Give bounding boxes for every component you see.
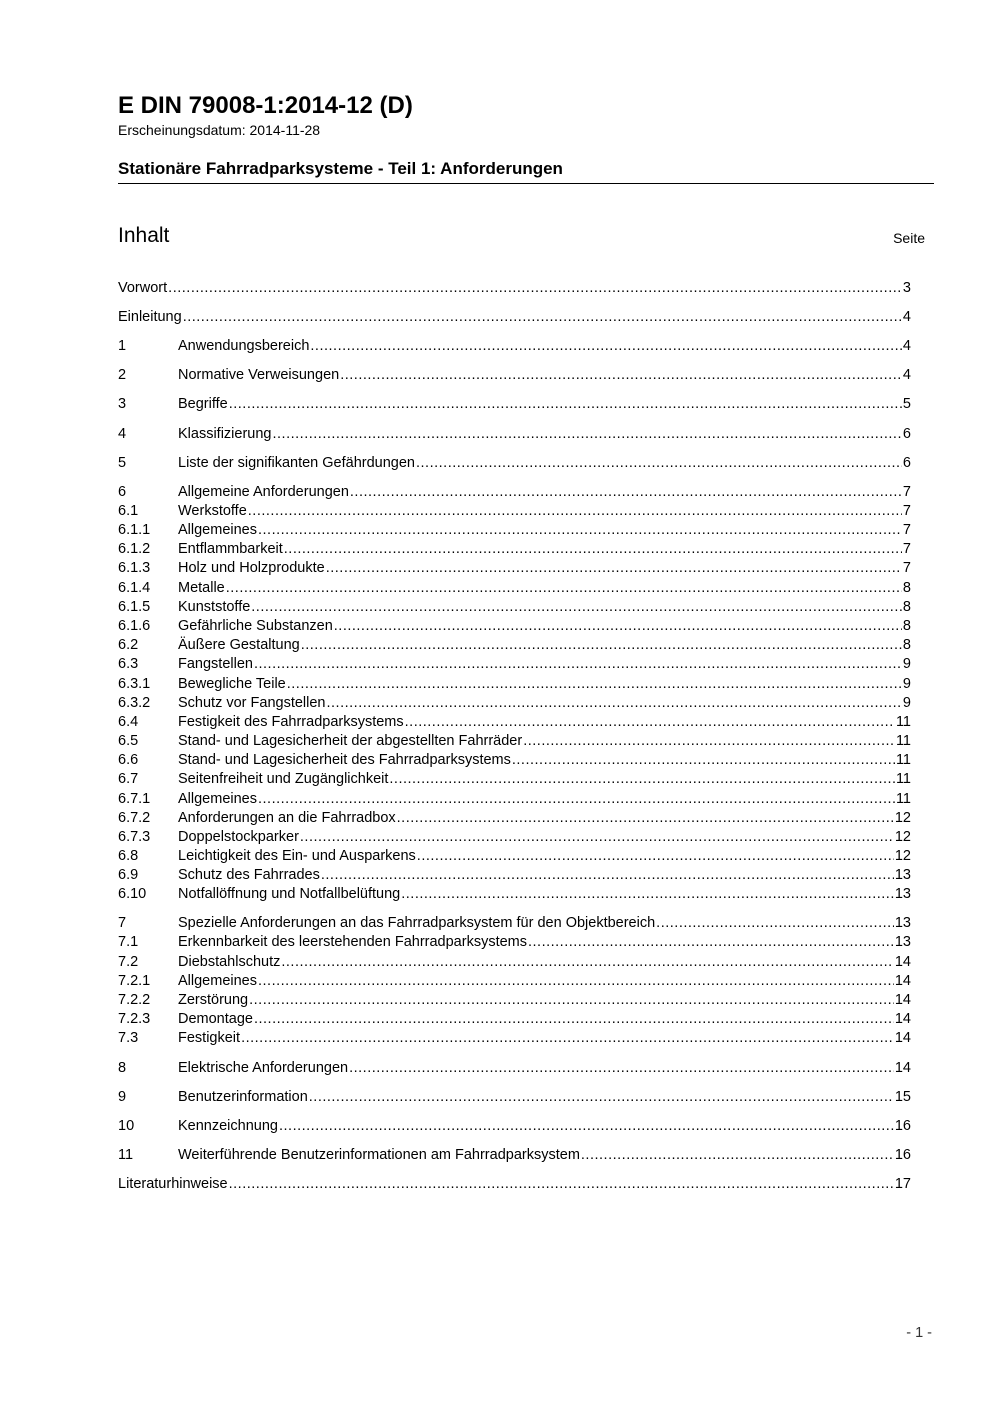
toc-dot-leader — [397, 809, 894, 828]
toc-entry-title: Diebstahlschutz — [178, 954, 281, 970]
toc-entry-page: 14 — [894, 1060, 911, 1076]
toc-dot-leader — [249, 991, 894, 1010]
toc-entry — [118, 1175, 911, 1194]
toc-entry-page: 9 — [902, 656, 911, 672]
toc-entry — [118, 914, 911, 933]
toc-entry-title: Kennzeichnung — [178, 1118, 278, 1134]
toc-entry-page: 17 — [894, 1176, 911, 1192]
toc-entry-title: Vorwort — [118, 280, 168, 296]
toc-dot-leader — [226, 579, 902, 598]
toc-entry-number: 6 — [118, 484, 127, 500]
toc-dot-leader — [512, 751, 895, 770]
toc-entry-title: Allgemeines — [178, 522, 257, 538]
toc-entry-title: Zerstörung — [178, 992, 249, 1008]
toc-entry-title: Benutzerinformation — [178, 1089, 308, 1105]
toc-entry-number: 6.3.1 — [118, 676, 151, 692]
toc-entry-number: 6.1.6 — [118, 618, 151, 634]
toc-entry-number: 6.7.3 — [118, 829, 151, 845]
toc-entry-number: 7 — [118, 915, 127, 931]
toc-dot-leader — [581, 1146, 894, 1165]
toc-entry-title: Schutz vor Fangstellen — [178, 695, 326, 711]
toc-dot-leader — [310, 337, 902, 356]
toc-entry-title: Äußere Gestaltung — [178, 637, 300, 653]
toc-entry-page: 13 — [894, 867, 911, 883]
toc-entry-title: Allgemeines — [178, 791, 257, 807]
toc-entry — [118, 847, 911, 866]
toc-entry-page: 8 — [902, 580, 911, 596]
toc-entry — [118, 1146, 911, 1165]
toc-entry-title: Erkennbarkeit des leerstehenden Fahrradparksystems — [178, 934, 527, 950]
toc-entry-page: 7 — [902, 541, 911, 557]
toc-entry — [118, 279, 911, 298]
toc-dot-leader — [183, 308, 902, 327]
toc-entry-title: Seitenfreiheit und Zugänglichkeit — [178, 771, 389, 787]
toc-dot-leader — [327, 694, 902, 713]
toc-entry — [118, 809, 911, 828]
toc-entry-page: 12 — [894, 848, 911, 864]
toc-entry-number: 7.1 — [118, 934, 139, 950]
toc-entry-title: Anforderungen an die Fahrradbox — [178, 810, 396, 826]
toc-entry-title: Klassifizierung — [178, 426, 272, 442]
toc-entry-title: Stand- und Lagesicherheit des Fahrradparksystems — [178, 752, 511, 768]
toc-entry-title: Metalle — [178, 580, 225, 596]
toc-entry-page: 14 — [894, 973, 911, 989]
toc-dot-leader — [309, 1088, 894, 1107]
toc-entry-number: 6.7.2 — [118, 810, 151, 826]
toc-entry-number: 6.1.1 — [118, 522, 151, 538]
toc-entry-page: 8 — [902, 599, 911, 615]
toc-entry — [118, 933, 911, 952]
toc-entry-page: 4 — [902, 309, 911, 325]
toc-entry — [118, 1088, 911, 1107]
toc-dot-leader — [656, 914, 894, 933]
toc-entry-number: 8 — [118, 1060, 127, 1076]
toc-entry-page: 12 — [894, 829, 911, 845]
toc-entry-page: 12 — [894, 810, 911, 826]
toc-dot-leader — [251, 598, 902, 617]
toc-entry-page: 11 — [895, 791, 911, 807]
toc-dot-leader — [229, 1175, 894, 1194]
toc-entry-page: 11 — [895, 771, 911, 787]
toc-dot-leader — [528, 933, 894, 952]
toc-entry-number: 6.1.2 — [118, 541, 151, 557]
toc-dot-leader — [273, 425, 902, 444]
toc-entry — [118, 885, 911, 904]
toc-entry — [118, 395, 911, 414]
toc-entry-page: 4 — [902, 338, 911, 354]
toc-dot-leader — [254, 655, 902, 674]
toc-entry-title: Festigkeit des Fahrradparksystems — [178, 714, 404, 730]
toc-entry-number: 6.8 — [118, 848, 139, 864]
toc-dot-leader — [258, 521, 902, 540]
toc-dot-leader — [405, 713, 895, 732]
toc-entry-title: Anwendungsbereich — [178, 338, 310, 354]
toc-entry-title: Schutz des Fahrrades — [178, 867, 320, 883]
toc-dot-leader — [350, 483, 902, 502]
toc-entry-title: Liste der signifikanten Gefährdungen — [178, 455, 415, 471]
toc-dot-leader — [168, 279, 902, 298]
toc-entry-number: 7.2.2 — [118, 992, 151, 1008]
toc-entry-title: Gefährliche Substanzen — [178, 618, 333, 634]
toc-entry-number: 10 — [118, 1118, 135, 1134]
toc-entry — [118, 579, 911, 598]
toc-entry-page: 15 — [894, 1089, 911, 1105]
toc-dot-leader — [389, 770, 895, 789]
toc-entry-title: Leichtigkeit des Ein- und Ausparkens — [178, 848, 416, 864]
toc-heading: Inhalt — [118, 224, 170, 247]
toc-entry — [118, 598, 911, 617]
toc-entry-page: 16 — [894, 1118, 911, 1134]
toc-entry — [118, 713, 911, 732]
toc-entry-title: Allgemeine Anforderungen — [178, 484, 349, 500]
toc-entry-number: 6.7.1 — [118, 791, 151, 807]
toc-entry-page: 4 — [902, 367, 911, 383]
toc-entry-title: Entflammbarkeit — [178, 541, 283, 557]
toc-entry-number: 3 — [118, 396, 127, 412]
toc-entry-number: 11 — [118, 1147, 134, 1163]
toc-entry-title: Bewegliche Teile — [178, 676, 286, 692]
toc-entry-page: 6 — [902, 426, 911, 442]
toc-entry-number: 6.6 — [118, 752, 139, 768]
toc-entry — [118, 972, 911, 991]
toc-dot-leader — [279, 1117, 894, 1136]
toc-entry-page: 13 — [894, 934, 911, 950]
toc-dot-leader — [523, 732, 895, 751]
toc-dot-leader — [416, 454, 902, 473]
toc-dot-leader — [349, 1059, 894, 1078]
toc-dot-leader — [300, 828, 894, 847]
toc-entry-page: 16 — [894, 1147, 911, 1163]
toc-dot-leader — [258, 972, 894, 991]
toc-entry-number: 6.7 — [118, 771, 139, 787]
toc-dot-leader — [417, 847, 894, 866]
toc-entry — [118, 655, 911, 674]
toc-entry — [118, 337, 911, 356]
toc-entry-number: 6.4 — [118, 714, 139, 730]
toc-dot-leader — [401, 885, 894, 904]
toc-dot-leader — [340, 366, 902, 385]
toc-entry — [118, 521, 911, 540]
toc-entry-title: Kunststoffe — [178, 599, 251, 615]
toc-entry-number: 7.2.1 — [118, 973, 151, 989]
toc-dot-leader — [258, 790, 895, 809]
toc-entry-page: 6 — [902, 455, 911, 471]
toc-entry-number: 7.2 — [118, 954, 139, 970]
toc-dot-leader — [301, 636, 902, 655]
toc-entry-page: 14 — [894, 954, 911, 970]
toc-entry-number: 7.3 — [118, 1030, 139, 1046]
toc-entry-page: 13 — [894, 915, 911, 931]
toc-entry — [118, 751, 911, 770]
toc-entry-page: 11 — [895, 714, 911, 730]
toc-entry-page: 5 — [902, 396, 911, 412]
toc-entry — [118, 559, 911, 578]
toc-dot-leader — [248, 502, 902, 521]
toc-entry-number: 2 — [118, 367, 127, 383]
document-subtitle: Stationäre Fahrradparksysteme - Teil 1: Anforderungen — [118, 159, 563, 178]
table-of-contents — [118, 0, 911, 1403]
toc-entry-page: 7 — [902, 503, 911, 519]
toc-page-column-label: Seite — [893, 230, 925, 246]
toc-entry-page: 8 — [902, 618, 911, 634]
toc-entry-title: Spezielle Anforderungen an das Fahrradparksystem für den Objektbereich — [178, 915, 656, 931]
toc-dot-leader — [334, 617, 902, 636]
toc-dot-leader — [326, 559, 902, 578]
toc-entry — [118, 483, 911, 502]
toc-dot-leader — [241, 1029, 894, 1048]
toc-entry — [118, 636, 911, 655]
toc-entry-page: 7 — [902, 522, 911, 538]
toc-entry-title: Weiterführende Benutzerinformationen am Fahrradparksystem — [178, 1147, 580, 1163]
toc-entry — [118, 454, 911, 473]
toc-dot-leader — [254, 1010, 894, 1029]
toc-entry — [118, 732, 911, 751]
toc-entry-number: 6.5 — [118, 733, 139, 749]
toc-entry-page: 14 — [894, 992, 911, 1008]
toc-entry — [118, 1029, 911, 1048]
toc-entry — [118, 540, 911, 559]
toc-entry-title: Fangstellen — [178, 656, 253, 672]
toc-entry — [118, 1010, 911, 1029]
toc-entry-number: 6.1 — [118, 503, 139, 519]
toc-entry-title: Notfallöffnung und Notfallbelüftung — [178, 886, 401, 902]
toc-entry-number: 6.2 — [118, 637, 139, 653]
toc-entry-page: 7 — [902, 484, 911, 500]
toc-entry-title: Einleitung — [118, 309, 182, 325]
toc-entry-number: 6.9 — [118, 867, 139, 883]
toc-entry — [118, 866, 911, 885]
toc-entry-title: Doppelstockparker — [178, 829, 299, 845]
toc-entry-title: Festigkeit — [178, 1030, 241, 1046]
toc-entry — [118, 366, 911, 385]
toc-entry-title: Stand- und Lagesicherheit der abgestellten Fahrräder — [178, 733, 523, 749]
toc-entry-number: 9 — [118, 1089, 127, 1105]
toc-entry — [118, 828, 911, 847]
toc-entry-title: Begriffe — [178, 396, 228, 412]
toc-entry — [118, 953, 911, 972]
toc-entry — [118, 770, 911, 789]
toc-dot-leader — [321, 866, 894, 885]
toc-entry-title: Allgemeines — [178, 973, 257, 989]
toc-entry-title: Werkstoffe — [178, 503, 247, 519]
toc-entry — [118, 694, 911, 713]
toc-entry-page: 7 — [902, 560, 911, 576]
toc-entry-number: 6.3 — [118, 656, 139, 672]
toc-entry — [118, 617, 911, 636]
toc-entry-page: 8 — [902, 637, 911, 653]
toc-entry-number: 4 — [118, 426, 127, 442]
toc-entry-title: Demontage — [178, 1011, 253, 1027]
toc-entry-page: 9 — [902, 676, 911, 692]
toc-entry-title: Normative Verweisungen — [178, 367, 340, 383]
toc-entry-number: 6.1.4 — [118, 580, 151, 596]
toc-dot-leader — [281, 953, 894, 972]
toc-entry-number: 7.2.3 — [118, 1011, 151, 1027]
toc-entry-title: Holz und Holzprodukte — [178, 560, 325, 576]
toc-entry — [118, 425, 911, 444]
toc-entry-page: 3 — [902, 280, 911, 296]
toc-entry-number: 6.1.5 — [118, 599, 151, 615]
toc-entry-number: 5 — [118, 455, 127, 471]
document-title: E DIN 79008-1:2014-12 (D) — [118, 92, 413, 119]
toc-entry — [118, 675, 911, 694]
page-number: - 1 - — [906, 1325, 932, 1341]
toc-entry-title: Elektrische Anforderungen — [178, 1060, 349, 1076]
toc-entry-number: 1 — [118, 338, 127, 354]
toc-entry — [118, 1059, 911, 1078]
toc-entry — [118, 790, 911, 809]
toc-entry-page: 14 — [894, 1030, 911, 1046]
toc-entry-page: 11 — [895, 752, 911, 768]
toc-entry-number: 6.3.2 — [118, 695, 151, 711]
toc-entry — [118, 1117, 911, 1136]
toc-entry — [118, 502, 911, 521]
toc-entry-number: 6.1.3 — [118, 560, 151, 576]
toc-dot-leader — [229, 395, 902, 414]
toc-entry-page: 14 — [894, 1011, 911, 1027]
toc-entry-title: Literaturhinweise — [118, 1176, 228, 1192]
toc-entry-number: 6.10 — [118, 886, 147, 902]
toc-entry — [118, 308, 911, 327]
toc-entry — [118, 991, 911, 1010]
toc-entry-page: 13 — [894, 886, 911, 902]
toc-entry-page: 9 — [902, 695, 911, 711]
toc-dot-leader — [287, 675, 902, 694]
toc-dot-leader — [284, 540, 902, 559]
toc-entry-page: 11 — [895, 733, 911, 749]
publication-date: Erscheinungsdatum: 2014-11-28 — [118, 122, 321, 138]
